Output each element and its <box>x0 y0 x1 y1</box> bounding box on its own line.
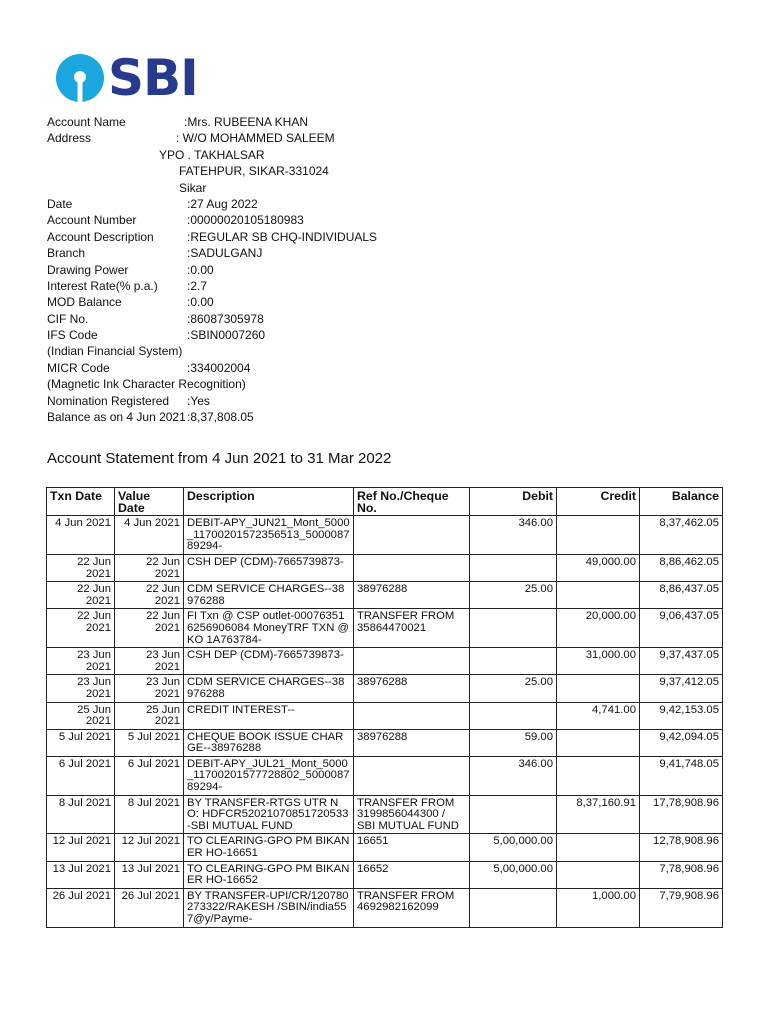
table-row <box>47 675 723 702</box>
description-cell: DEBIT-APY_JUN21_Mont_5000_11700201572356513_500008789294- <box>184 516 354 555</box>
account-description-value: :REGULAR SB CHQ-INDIVIDUALS <box>187 229 378 244</box>
txn-date-cell: 23 Jun 2021 <box>47 675 115 702</box>
statement-title: Account Statement from 4 Jun 2021 to 31 Mar 2022 <box>47 450 392 467</box>
description-cell: FI Txn @ CSP outlet-000763516256906084 MoneyTRF TXN @KO 1A763784- <box>184 609 354 648</box>
credit-cell <box>557 516 640 555</box>
value-date-cell: 22 Jun 2021 <box>115 582 184 609</box>
address-line-2: YPO . TAKHALSAR <box>159 147 265 162</box>
balance-cell: 17,78,908.96 <box>640 795 723 834</box>
ifs-note: (Indian Financial System) <box>47 344 183 359</box>
txn-date-cell: 4 Jun 2021 <box>47 516 115 555</box>
txn-date-cell: 25 Jun 2021 <box>47 702 115 729</box>
micr-code-value: :334002004 <box>187 360 251 375</box>
description-cell: TO CLEARING-GPO PM BIKANER HO-16651 <box>184 834 354 861</box>
debit-cell: 25.00 <box>470 675 557 702</box>
credit-cell: 1,000.00 <box>557 888 640 927</box>
address-line-3: FATEHPUR, SIKAR-331024 <box>179 164 329 179</box>
header-description: Description <box>184 488 354 516</box>
value-date-cell: 12 Jul 2021 <box>115 834 184 861</box>
value-date-cell: 5 Jul 2021 <box>115 729 184 756</box>
credit-cell: 49,000.00 <box>557 554 640 581</box>
txn-date-cell: 5 Jul 2021 <box>47 729 115 756</box>
interest-rate-label: Interest Rate(% p.a.) <box>47 278 158 293</box>
nomination-label: Nomination Registered <box>47 393 170 408</box>
debit-cell <box>470 648 557 675</box>
txn-date-cell: 12 Jul 2021 <box>47 834 115 861</box>
debit-cell: 5,00,000.00 <box>470 834 557 861</box>
debit-cell <box>470 795 557 834</box>
credit-cell <box>557 861 640 888</box>
ifs-code-value: :SBIN0007260 <box>187 328 266 343</box>
micr-note: (Magnetic Ink Character Recognition) <box>47 377 246 392</box>
cif-label: CIF No. <box>47 311 89 326</box>
ref-no-cell: TRANSFER FROM 35864470021 <box>354 609 470 648</box>
opening-balance-value: :8,37,808.05 <box>187 410 254 425</box>
debit-cell <box>470 554 557 581</box>
sbi-keyhole-icon <box>55 53 105 103</box>
txn-date-cell: 8 Jul 2021 <box>47 795 115 834</box>
value-date-cell: 23 Jun 2021 <box>115 648 184 675</box>
value-date-cell: 26 Jul 2021 <box>115 888 184 927</box>
txn-date-cell: 22 Jun 2021 <box>47 554 115 581</box>
branch-value: :SADULGANJ <box>187 246 263 261</box>
sbi-logo <box>55 49 198 107</box>
credit-cell <box>557 582 640 609</box>
ref-no-cell <box>354 516 470 555</box>
ref-no-cell: TRANSFER FROM 3199856044300 / SBI MUTUAL FUND <box>354 795 470 834</box>
description-cell: CSH DEP (CDM)-7665739873- <box>184 554 354 581</box>
header-balance: Balance <box>640 488 723 516</box>
account-description-label: Account Description <box>47 229 154 244</box>
debit-cell: 25.00 <box>470 582 557 609</box>
value-date-cell: 6 Jul 2021 <box>115 756 184 795</box>
table-row <box>47 795 723 834</box>
table-row <box>47 582 723 609</box>
value-date-cell: 22 Jun 2021 <box>115 609 184 648</box>
transactions-body <box>47 516 723 927</box>
address-line-4: Sikar <box>179 180 207 195</box>
balance-cell: 8,37,462.05 <box>640 516 723 555</box>
micr-code-label: MICR Code <box>47 360 110 375</box>
transactions-table <box>46 487 723 928</box>
address-line-1: : W/O MOHAMMED SALEEM <box>176 131 335 146</box>
balance-cell: 12,78,908.96 <box>640 834 723 861</box>
balance-cell: 7,79,908.96 <box>640 888 723 927</box>
value-date-cell: 25 Jun 2021 <box>115 702 184 729</box>
balance-cell: 7,78,908.96 <box>640 861 723 888</box>
ref-no-cell: 38976288 <box>354 729 470 756</box>
balance-cell: 9,37,437.05 <box>640 648 723 675</box>
value-date-cell: 13 Jul 2021 <box>115 861 184 888</box>
logo-text: SBI <box>108 49 198 107</box>
description-cell: DEBIT-APY_JUL21_Mont_5000_11700201577728802_500008789294- <box>184 756 354 795</box>
table-row <box>47 861 723 888</box>
description-cell: BY TRANSFER-RTGS UTR NO: HDFCR52021070851720533-SBI MUTUAL FUND <box>184 795 354 834</box>
debit-cell: 346.00 <box>470 516 557 555</box>
header-value-date: Value Date <box>115 488 184 516</box>
ref-no-cell <box>354 648 470 675</box>
table-row <box>47 834 723 861</box>
balance-cell: 8,86,462.05 <box>640 554 723 581</box>
date-value: :27 Aug 2022 <box>187 196 258 211</box>
table-row <box>47 756 723 795</box>
debit-cell <box>470 888 557 927</box>
credit-cell: 8,37,160.91 <box>557 795 640 834</box>
balance-cell: 9,41,748.05 <box>640 756 723 795</box>
credit-cell: 31,000.00 <box>557 648 640 675</box>
description-cell: CHEQUE BOOK ISSUE CHARGE--38976288 <box>184 729 354 756</box>
ref-no-cell: 38976288 <box>354 582 470 609</box>
credit-cell: 4,741.00 <box>557 702 640 729</box>
txn-date-cell: 22 Jun 2021 <box>47 609 115 648</box>
header-debit: Debit <box>470 488 557 516</box>
ref-no-cell <box>354 702 470 729</box>
description-cell: CDM SERVICE CHARGES--38976288 <box>184 675 354 702</box>
debit-cell <box>470 702 557 729</box>
txn-date-cell: 23 Jun 2021 <box>47 648 115 675</box>
value-date-cell: 8 Jul 2021 <box>115 795 184 834</box>
credit-cell <box>557 834 640 861</box>
table-row <box>47 516 723 555</box>
branch-label: Branch <box>47 246 86 261</box>
value-date-cell: 23 Jun 2021 <box>115 675 184 702</box>
ref-no-cell <box>354 756 470 795</box>
header-ref-no: Ref No./Cheque No. <box>354 488 470 516</box>
mod-balance-label: MOD Balance <box>47 295 122 310</box>
table-row <box>47 729 723 756</box>
table-row <box>47 702 723 729</box>
cif-value: :86087305978 <box>187 311 264 326</box>
credit-cell <box>557 729 640 756</box>
txn-date-cell: 26 Jul 2021 <box>47 888 115 927</box>
nomination-value: :Yes <box>187 393 210 408</box>
address-label: Address <box>47 131 92 146</box>
txn-date-cell: 13 Jul 2021 <box>47 861 115 888</box>
description-cell: CSH DEP (CDM)-7665739873- <box>184 648 354 675</box>
balance-cell: 8,86,437.05 <box>640 582 723 609</box>
txn-date-cell: 22 Jun 2021 <box>47 582 115 609</box>
table-row <box>47 554 723 581</box>
header-txn-date: Txn Date <box>47 488 115 516</box>
debit-cell: 5,00,000.00 <box>470 861 557 888</box>
table-header-row <box>47 488 723 516</box>
opening-balance-label: Balance as on 4 Jun 2021 <box>47 410 186 425</box>
debit-cell: 346.00 <box>470 756 557 795</box>
interest-rate-value: :2.7 <box>187 278 208 293</box>
balance-cell: 9,37,412.05 <box>640 675 723 702</box>
description-cell: CDM SERVICE CHARGES--38976288 <box>184 582 354 609</box>
ref-no-cell: 16651 <box>354 834 470 861</box>
drawing-power-label: Drawing Power <box>47 262 129 277</box>
table-row <box>47 888 723 927</box>
credit-cell <box>557 675 640 702</box>
account-number-label: Account Number <box>47 213 137 228</box>
credit-cell <box>557 756 640 795</box>
balance-cell: 9,06,437.05 <box>640 609 723 648</box>
account-name-value: :Mrs. RUBEENA KHAN <box>184 115 309 129</box>
table-row <box>47 609 723 648</box>
value-date-cell: 4 Jun 2021 <box>115 516 184 555</box>
header-credit: Credit <box>557 488 640 516</box>
credit-cell: 20,000.00 <box>557 609 640 648</box>
value-date-cell: 22 Jun 2021 <box>115 554 184 581</box>
ref-no-cell: TRANSFER FROM 4692982162099 <box>354 888 470 927</box>
balance-cell: 9,42,153.05 <box>640 702 723 729</box>
ifs-code-label: IFS Code <box>47 328 98 343</box>
account-name-label: Account Name <box>47 115 126 129</box>
txn-date-cell: 6 Jul 2021 <box>47 756 115 795</box>
mod-balance-value: :0.00 <box>187 295 214 310</box>
date-label: Date <box>47 196 73 211</box>
description-cell: CREDIT INTEREST-- <box>184 702 354 729</box>
ref-no-cell <box>354 554 470 581</box>
account-number-value: :00000020105180983 <box>187 213 304 228</box>
ref-no-cell: 38976288 <box>354 675 470 702</box>
ref-no-cell: 16652 <box>354 861 470 888</box>
debit-cell: 59.00 <box>470 729 557 756</box>
description-cell: BY TRANSFER-UPI/CR/120780273322/RAKESH /SBIN/india557@y/Payme- <box>184 888 354 927</box>
description-cell: TO CLEARING-GPO PM BIKANER HO-16652 <box>184 861 354 888</box>
table-row <box>47 648 723 675</box>
balance-cell: 9,42,094.05 <box>640 729 723 756</box>
drawing-power-value: :0.00 <box>187 262 214 277</box>
debit-cell <box>470 609 557 648</box>
